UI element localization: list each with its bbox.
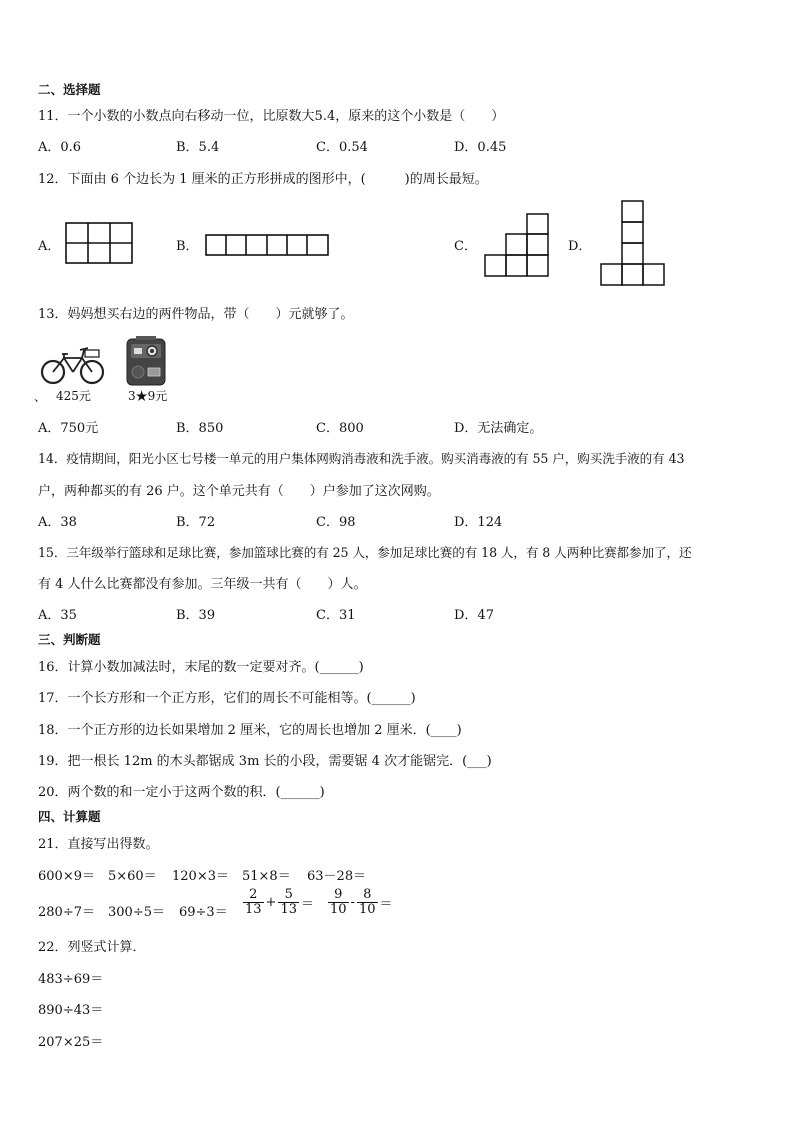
q13-option-a: A．750元 bbox=[38, 421, 99, 436]
calc-5x60: 5×60＝ bbox=[108, 869, 157, 884]
section-judge-title: 三、判断题 bbox=[38, 632, 101, 647]
q12-label-d: D． bbox=[568, 239, 592, 254]
q12-label-b: B． bbox=[176, 239, 199, 254]
calc-300div5: 300÷5＝ bbox=[108, 905, 165, 920]
vertical-calc-890div43: 890÷43＝ bbox=[38, 1003, 104, 1018]
figure-c-staircase bbox=[484, 213, 550, 277]
question-12-text: 12．下面由 6 个边长为 1 厘米的正方形拼成的图形中，( )的周长最短。 bbox=[38, 172, 488, 187]
fraction-5-13: $\frac{5}{13}$ bbox=[280, 887, 297, 917]
question-13-text: 13．妈妈想买右边的两件物品，带（ ）元就够了。 bbox=[38, 307, 354, 322]
q11-option-a: A．0.6 bbox=[38, 140, 82, 155]
vertical-calc-207x25: 207×25＝ bbox=[38, 1035, 104, 1050]
fraction-expression-add: $\frac{2}{13}$ + $\frac{5}{13}$ ＝ bbox=[245, 887, 315, 917]
question-21-text: 21．直接写出得数。 bbox=[38, 837, 159, 852]
judge-item-19: 19．把一根长 12m 的木头都锯成 3m 长的小段，需要锯 4 次才能锯完．(___) bbox=[38, 754, 492, 769]
q15-option-a: A．35 bbox=[38, 608, 77, 623]
q11-option-d: D．0.45 bbox=[454, 140, 507, 155]
q14-option-a: A．38 bbox=[38, 515, 77, 530]
q13-mark: 、 bbox=[34, 390, 47, 404]
q12-label-a: A． bbox=[38, 239, 61, 254]
figure-b-row bbox=[205, 234, 329, 256]
bicycle-price: 425元 bbox=[56, 389, 91, 403]
judge-item-20: 20．两个数的和一定小于这两个数的积．(______) bbox=[38, 785, 325, 800]
q14-option-d: D．124 bbox=[454, 515, 503, 530]
q13-option-b: B．850 bbox=[176, 421, 224, 436]
section-calc-title: 四、计算题 bbox=[38, 809, 101, 824]
judge-item-18: 18．一个正方形的边长如果增加 2 厘米，它的周长也增加 2 厘米．(____) bbox=[38, 723, 462, 738]
calc-63-28: 63－28＝ bbox=[307, 869, 367, 884]
q14-option-b: B．72 bbox=[176, 515, 216, 530]
bicycle-image bbox=[40, 342, 106, 386]
q12-label-c: C． bbox=[454, 239, 477, 254]
vertical-calc-483div69: 483÷69＝ bbox=[38, 972, 104, 987]
q11-option-b: B．5.4 bbox=[176, 140, 220, 155]
calc-69div3: 69÷3＝ bbox=[179, 905, 228, 920]
q13-option-d: D．无法确定。 bbox=[454, 421, 543, 436]
question-14-line1: 14．疫情期间，阳光小区七号楼一单元的用户集体网购消毒液和洗手液。购买消毒液的有 55 户，购买洗手液的有 43 bbox=[38, 451, 685, 466]
question-15-line2: 有 4 人什么比赛都没有参加。三年级一共有（ ）人。 bbox=[38, 577, 367, 592]
fraction-expression-sub: $\frac{9}{10}$ - $\frac{8}{10}$ ＝ bbox=[330, 887, 393, 917]
judge-item-16: 16．计算小数加减法时，末尾的数一定要对齐。(______) bbox=[38, 660, 364, 675]
q14-option-c: C．98 bbox=[316, 515, 356, 530]
q13-option-c: C．800 bbox=[316, 421, 364, 436]
question-22-text: 22．列竖式计算． bbox=[38, 940, 146, 955]
figure-d-tower bbox=[600, 200, 666, 288]
q15-option-c: C．31 bbox=[316, 608, 356, 623]
figure-a-grid bbox=[65, 222, 133, 264]
q15-option-b: B．39 bbox=[176, 608, 216, 623]
q15-option-d: D．47 bbox=[454, 608, 494, 623]
calc-280div7: 280÷7＝ bbox=[38, 905, 95, 920]
question-14-line2: 户，两种都买的有 26 户。这个单元共有（ ）户参加了这次网购。 bbox=[38, 484, 440, 499]
calc-120x3: 120×3＝ bbox=[172, 869, 229, 884]
radio-image bbox=[126, 336, 166, 386]
calc-51x8: 51×8＝ bbox=[242, 869, 291, 884]
judge-item-17: 17．一个长方形和一个正方形，它们的周长不可能相等。(______) bbox=[38, 691, 416, 706]
fraction-9-10: $\frac{9}{10}$ bbox=[330, 887, 347, 917]
calc-600x9: 600×9＝ bbox=[38, 869, 95, 884]
fraction-2-13: $\frac{2}{13}$ bbox=[245, 887, 262, 917]
radio-price: 3★9元 bbox=[128, 389, 168, 403]
question-15-line1: 15．三年级举行篮球和足球比赛，参加篮球比赛的有 25 人，参加足球比赛的有 18 人，有 8 人两种比赛都参加了，还 bbox=[38, 545, 692, 560]
section-choice-title: 二、选择题 bbox=[38, 82, 101, 97]
q11-option-c: C．0.54 bbox=[316, 140, 368, 155]
question-11-text: 11．一个小数的小数点向右移动一位，比原数大5.4，原来的这个小数是（ ） bbox=[38, 109, 505, 124]
fraction-8-10: $\frac{8}{10}$ bbox=[358, 887, 376, 917]
